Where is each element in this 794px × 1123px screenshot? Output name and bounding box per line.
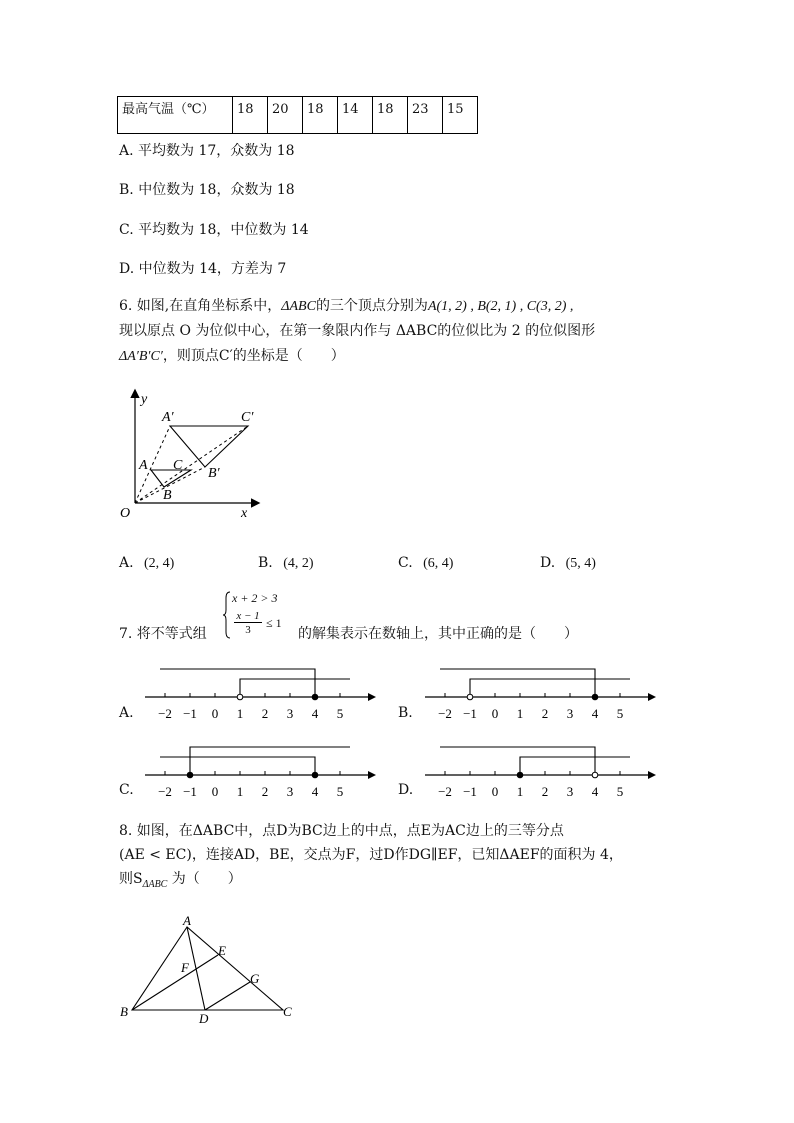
q6-image-triangle: ΔA′B′C′	[119, 349, 163, 364]
label-d: D	[199, 1011, 209, 1025]
table-cell: 18	[233, 97, 268, 134]
tick-label: 5	[336, 706, 344, 721]
q6-option-c-label: C.	[398, 555, 413, 571]
label-g: G	[250, 971, 260, 986]
tick-label: 4	[591, 784, 599, 799]
tick-label: 1	[236, 706, 244, 721]
q7-ineq2-relation: ≤ 1	[266, 616, 282, 630]
solution-ray-left	[440, 747, 595, 775]
q6-coordinate-figure	[110, 383, 270, 523]
solution-ray-left	[440, 669, 595, 697]
q5-option-a: A. 平均数为 17，众数为 18	[119, 143, 295, 159]
table-cell: 18	[303, 97, 338, 134]
q5-option-b: B. 中位数为 18，众数为 18	[119, 182, 295, 198]
tick-label: 1	[236, 784, 244, 799]
tick-label: 2	[261, 706, 269, 721]
q7-label-d: D.	[398, 782, 414, 798]
table-cell: 15	[443, 97, 478, 134]
q7-suffix: 的解集表示在数轴上，其中正确的是（ ）	[298, 626, 578, 642]
q7-label-c: C.	[119, 782, 134, 798]
q6-option-c-value: (6, 4)	[423, 556, 454, 571]
segment-be	[132, 955, 218, 1010]
q6-option-b-label: B.	[258, 555, 273, 571]
q5-option-c: C. 平均数为 18，中位数为 14	[119, 222, 309, 238]
tick-label: −1	[463, 706, 477, 721]
q6-line3-b: ，则顶点C′的坐标是（ ）	[162, 348, 345, 364]
tick-label: −1	[183, 784, 197, 799]
q6-line2: 现以原点 O 为位似中心，在第一象限内作与 ΔABC的位似比为 2 的位似图形	[119, 323, 596, 339]
q6-option-d	[540, 553, 596, 574]
open-endpoint	[592, 772, 598, 778]
table-cell: 20	[268, 97, 303, 134]
q6-option-a	[119, 553, 174, 574]
tick-label: 0	[491, 706, 499, 721]
tick-label: 5	[336, 784, 344, 799]
tick-label: 4	[311, 784, 319, 799]
q6-points: A(1, 2) , B(2, 1) , C(3, 2) ,	[427, 299, 574, 314]
q6-triangle: ΔABC	[281, 299, 316, 314]
number-line-b	[420, 660, 660, 722]
tick-label: 2	[261, 784, 269, 799]
table-cell: 14	[338, 97, 373, 134]
label-origin: O	[120, 506, 131, 521]
open-endpoint	[467, 694, 473, 700]
label-b: B	[163, 488, 172, 503]
q6-option-a-value: (2, 4)	[144, 556, 175, 571]
tick-label: 4	[591, 706, 599, 721]
q6-option-d-value: (5, 4)	[565, 556, 596, 571]
axis-arrow-icon	[368, 771, 376, 779]
tick-label: 0	[491, 784, 499, 799]
solution-ray-left	[160, 757, 315, 775]
closed-endpoint	[517, 772, 523, 778]
number-line-c	[140, 738, 380, 800]
q6-option-d-label: D.	[540, 555, 556, 571]
label-e: E	[218, 943, 226, 958]
number-line-d	[420, 738, 660, 800]
label-c: C	[283, 1004, 292, 1019]
table-cell: 23	[408, 97, 443, 134]
q6-line3	[119, 346, 345, 367]
axis-arrow-icon	[648, 693, 656, 701]
q7-inequality-system	[222, 590, 298, 640]
q8-line1: 8. 如图，在ΔABC中，点D为BC边上的中点，点E为AC边上的三等分点	[119, 823, 564, 839]
solution-ray-right	[240, 679, 350, 697]
solution-ray-left	[160, 669, 315, 697]
label-c-prime: C′	[241, 410, 254, 425]
label-y: y	[141, 392, 148, 407]
q6-option-a-label: A.	[119, 555, 134, 571]
tick-label: −2	[158, 784, 172, 799]
tick-label: 2	[541, 784, 549, 799]
label-a: A	[139, 458, 148, 473]
tick-label: 3	[566, 784, 574, 799]
q7-prefix: 7. 将不等式组	[119, 626, 207, 642]
tick-label: 0	[211, 784, 219, 799]
brace-icon	[222, 590, 232, 640]
triangle-abc	[132, 927, 283, 1010]
label-b: B	[120, 1004, 128, 1019]
q6-line1	[119, 296, 573, 317]
q5-option-d: D. 中位数为 14，方差为 7	[119, 261, 287, 277]
table-header-cell: 最高气温（℃）	[118, 97, 233, 134]
axis-arrow-icon	[368, 693, 376, 701]
q7-ineq2-denominator: 3	[245, 624, 251, 636]
tick-label: 3	[286, 706, 294, 721]
q8-line3	[119, 869, 242, 895]
q7-ineq1: x + 2 > 3	[232, 591, 278, 605]
q8-line3-b: 为（ ）	[167, 871, 242, 887]
tick-label: 1	[516, 706, 524, 721]
ray-oc	[135, 426, 248, 503]
tick-label: −1	[183, 706, 197, 721]
tick-label: −1	[463, 784, 477, 799]
tick-label: 2	[541, 706, 549, 721]
q8-triangle-figure	[115, 915, 300, 1025]
q6-line1-b: 的三个顶点分别为	[315, 298, 428, 314]
label-x: x	[241, 506, 248, 521]
label-b-prime: B′	[208, 466, 220, 481]
tick-label: −2	[158, 706, 172, 721]
tick-label: −2	[438, 784, 452, 799]
q6-option-b	[258, 553, 314, 574]
q7-label-b: B.	[398, 705, 413, 721]
tick-label: 5	[616, 706, 624, 721]
closed-endpoint	[187, 772, 193, 778]
axis-arrow-icon	[648, 771, 656, 779]
tick-label: −2	[438, 706, 452, 721]
tick-label: 4	[311, 706, 319, 721]
q8-line2: (AE < EC)，连接AD，BE，交点为F，过D作DG∥EF，已知ΔAEF的面积为 4，	[119, 847, 623, 863]
open-endpoint	[237, 694, 243, 700]
q8-line3-a: 则S	[119, 871, 143, 887]
q8-subscript: ΔABC	[142, 878, 168, 890]
label-f: F	[181, 960, 189, 975]
closed-endpoint	[312, 694, 318, 700]
solution-ray-right	[190, 747, 350, 775]
q7-label-a: A.	[119, 705, 134, 721]
tick-label: 3	[566, 706, 574, 721]
temperature-table	[117, 96, 478, 134]
solution-ray-right	[470, 679, 630, 697]
number-line-a	[140, 660, 380, 722]
tick-label: 3	[286, 784, 294, 799]
q7-ineq2-numerator: x − 1	[234, 610, 262, 623]
label-a: A	[183, 915, 191, 928]
q6-option-c	[398, 553, 453, 574]
q6-line1-a: 6. 如图,在直角坐标系中，	[119, 298, 282, 314]
label-a-prime: A′	[162, 410, 174, 425]
tick-label: 0	[211, 706, 219, 721]
segment-dg	[205, 982, 250, 1010]
closed-endpoint	[312, 772, 318, 778]
tick-label: 1	[516, 784, 524, 799]
closed-endpoint	[592, 694, 598, 700]
tick-label: 5	[616, 784, 624, 799]
q6-option-b-value: (4, 2)	[283, 556, 314, 571]
label-c: C	[173, 458, 183, 473]
table-cell: 18	[373, 97, 408, 134]
solution-ray-right	[520, 757, 630, 775]
